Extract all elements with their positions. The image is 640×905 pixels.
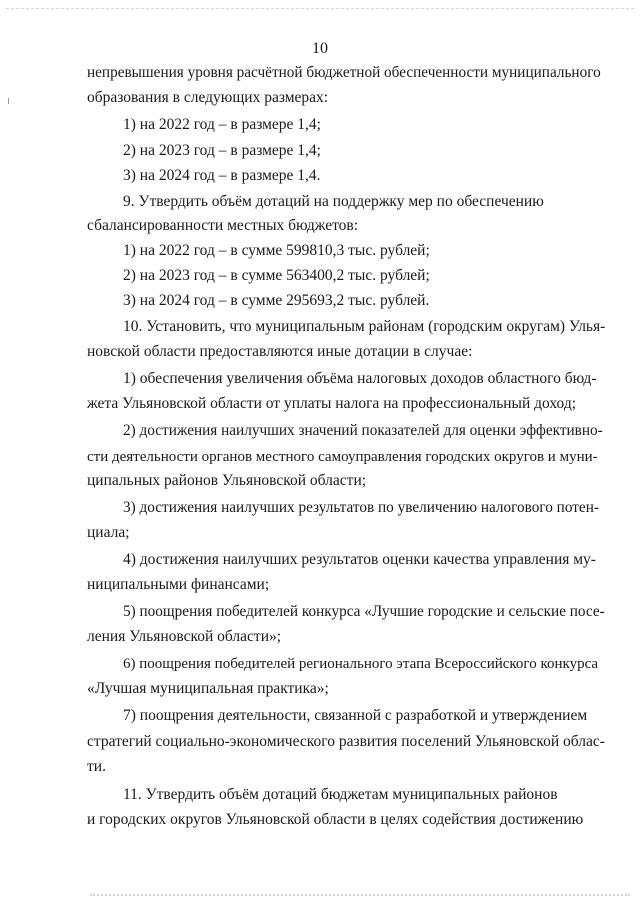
text-line: жета Ульяновской области от уплаты налога на профессиональный доход;	[87, 395, 577, 412]
text-line: 2) на 2023 год – в размере 1,4;	[123, 142, 321, 159]
text-line: 2) достижения наилучших значений показателей для оценки эффективно-	[123, 422, 603, 439]
text-line: ниципальными финансами;	[87, 576, 270, 593]
text-line: 3) на 2024 год – в сумме 295693,2 тыс. рублей.	[123, 292, 430, 309]
text-line: 6) поощрения победителей регионального этапа Всероссийского конкурса	[123, 656, 599, 672]
text-line: 9. Утвердить объём дотаций на поддержку мер по обеспечению	[123, 193, 544, 210]
text-line: 2) на 2023 год – в сумме 563400,2 тыс. рублей;	[123, 267, 430, 284]
text-line: ти.	[87, 758, 106, 775]
text-line: циала;	[87, 524, 130, 541]
text-line: новской области предоставляются иные дотации в случае:	[87, 343, 473, 360]
text-line: ления Ульяновской области»;	[87, 628, 282, 645]
text-line: сбалансированности местных бюджетов:	[87, 217, 359, 234]
text-line: непревышения уровня расчётной бюджетной обеспеченности муниципального	[87, 64, 601, 81]
text-line: 4) достижения наилучших результатов оценки качества управления му-	[123, 551, 596, 568]
text-line: 3) достижения наилучших результатов по увеличению налогового потен-	[123, 499, 599, 516]
scan-edge-top	[6, 8, 634, 9]
text-line: образования в следующих размерах:	[87, 89, 329, 106]
scan-edge-bottom	[90, 894, 630, 896]
text-line: 7) поощрения деятельности, связанной с разработкой и утверждением	[123, 707, 588, 724]
text-line: 1) обеспечения увеличения объёма налоговых доходов областного бюд-	[123, 370, 597, 387]
text-line: 1) на 2022 год – в размере 1,4;	[123, 116, 321, 133]
text-line: и городских округов Ульяновской области в целях содействия достижению	[87, 811, 584, 828]
text-line: сти деятельности органов местного самоуправления городских округов и муни-	[87, 449, 598, 465]
text-line: ципальных районов Ульяновской области;	[87, 472, 367, 489]
text-line: «Лучшая муниципальная практика»;	[87, 680, 329, 697]
text-line: стратегий социально-экономического развития поселений Ульяновской облас-	[87, 733, 605, 750]
text-line: 5) поощрения победителей конкурса «Лучшие городские и сельские посе-	[123, 603, 605, 620]
text-line: 1) на 2022 год – в сумме 599810,3 тыс. рублей;	[123, 242, 430, 259]
text-line: 10. Установить, что муниципальным районам (городским округам) Улья-	[123, 318, 606, 335]
text-line: 11. Утвердить объём дотаций бюджетам муниципальных районов	[123, 786, 558, 803]
page-number: 10	[312, 40, 328, 57]
text-line: 3) на 2024 год – в размере 1,4.	[123, 167, 321, 184]
scan-mark	[8, 98, 9, 104]
